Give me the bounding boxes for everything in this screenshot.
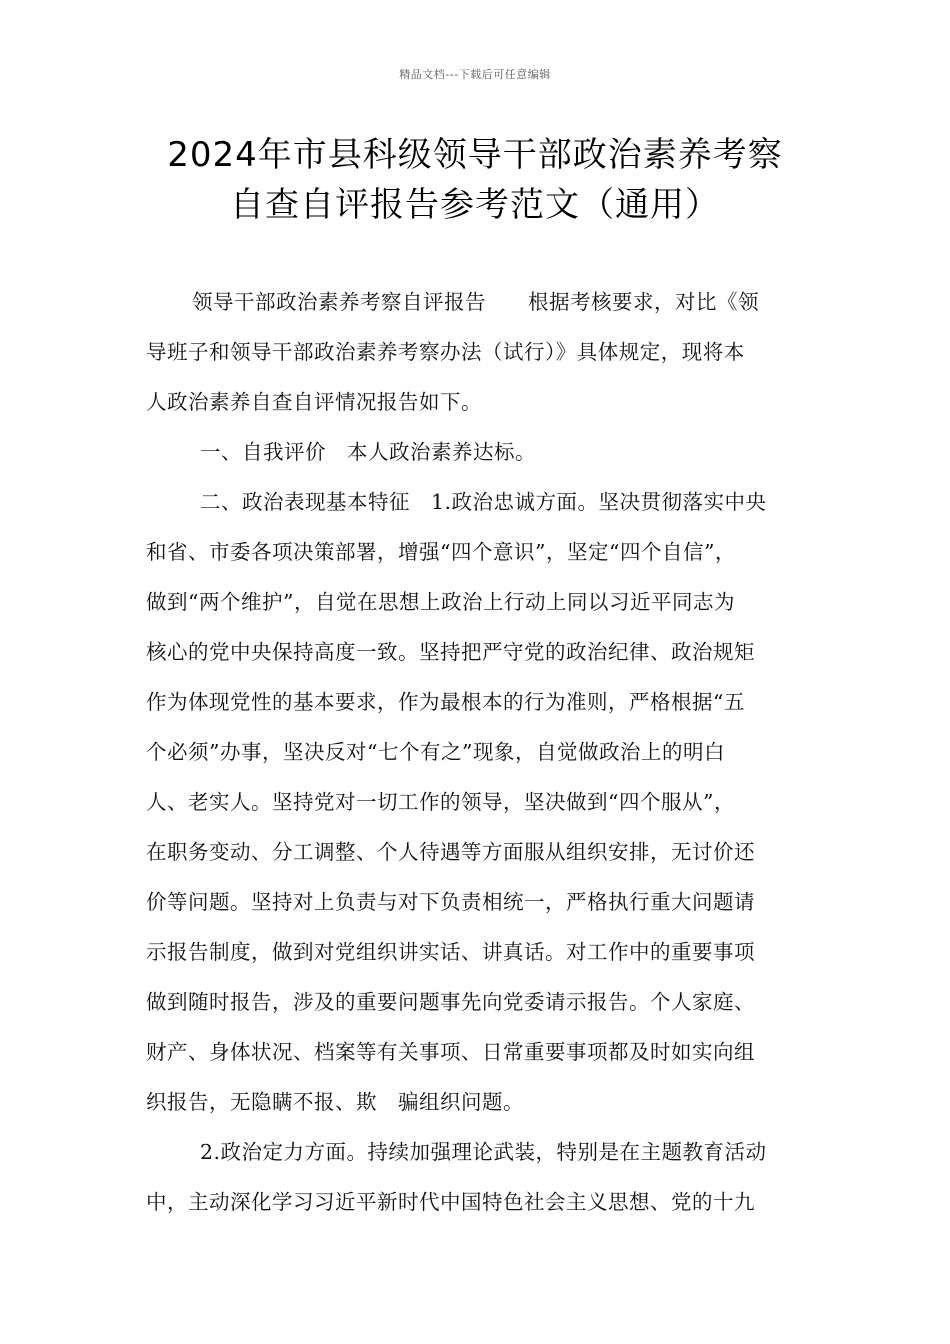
- body-line: 财产、身体状况、档案等有关事项、日常重要事项都及时如实向组: [146, 1040, 755, 1064]
- page-header: 精品文档---下载后可任意编辑: [399, 68, 551, 81]
- body-line: 做到随时报告，涉及的重要问题事先向党委请示报告。个人家庭、: [146, 990, 755, 1014]
- body-line: 示报告制度，做到对党组织讲实话、讲真话。对工作中的重要事项: [146, 940, 755, 964]
- document-title-line-2: 自查自评报告参考范文（通用）: [230, 185, 720, 225]
- body-line: 领导干部政治素养考察自评报告 根据考核要求，对比《领: [192, 290, 759, 314]
- body-line: 织报告，无隐瞒不报、欺 骗组织问题。: [146, 1090, 524, 1114]
- body-line: 核心的党中央保持高度一致。坚持把严守党的政治纪律、政治规矩: [146, 640, 755, 664]
- body-line: 导班子和领导干部政治素养考察办法（试行）》具体规定，现将本: [146, 340, 745, 364]
- body-line: 和省、市委各项决策部署，增强“四个意识”，坚定“四个自信”，: [146, 540, 736, 564]
- body-line: 人、老实人。坚持党对一切工作的领导，坚决做到“四个服从”，: [146, 790, 735, 814]
- body-line: 个必须”办事，坚决反对“七个有之”现象，自觉做政治上的明白: [146, 740, 725, 764]
- document-title-line-1: 2024年市县科级领导干部政治素养考察: [167, 135, 783, 175]
- body-line: 人政治素养自查自评情况报告如下。: [146, 390, 482, 414]
- body-line: 作为体现党性的基本要求，作为最根本的行为准则，严格根据“五: [146, 690, 745, 714]
- body-line: 做到“两个维护”，自觉在思想上政治上行动上同以习近平同志为: [146, 590, 735, 614]
- body-line: 中，主动深化学习习近平新时代中国特色社会主义思想、党的十九: [146, 1190, 755, 1214]
- body-line: 价等问题。坚持对上负责与对下负责相统一，严格执行重大问题请: [146, 890, 755, 914]
- body-line: 2.政治定力方面。持续加强理论武装，特别是在主题教育活动: [200, 1140, 767, 1164]
- body-line: 一、自我评价 本人政治素养达标。: [200, 440, 536, 464]
- body-line: 在职务变动、分工调整、个人待遇等方面服从组织安排，无讨价还: [146, 840, 755, 864]
- body-line: 二、政治表现基本特征 1.政治忠诚方面。坚决贯彻落实中央: [200, 490, 767, 514]
